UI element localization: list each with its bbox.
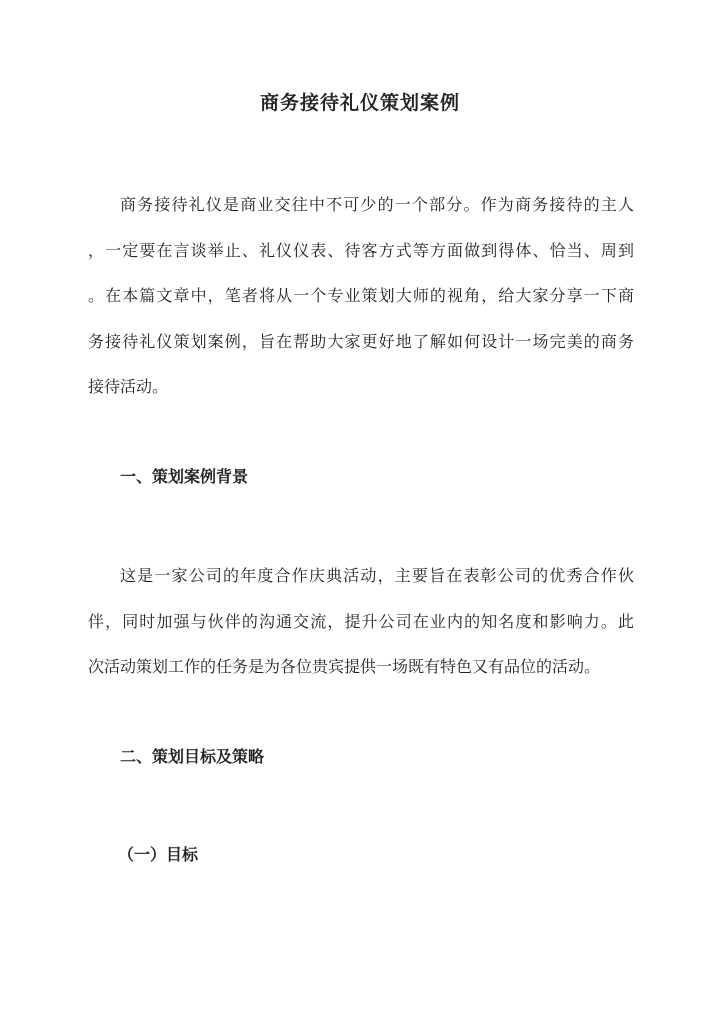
intro-line: 接待活动。	[88, 377, 169, 396]
section-heading-goals: 二、策划目标及策略	[120, 747, 265, 766]
intro-line: 务接待礼仪策划案例，旨在帮助大家更好地了解如何设计一场完美的商务	[88, 331, 634, 351]
section-heading-background: 一、策划案例背景	[120, 467, 249, 486]
intro-line: 。在本篇文章中，笔者将从一个专业策划大师的视角，给大家分享一下商	[88, 286, 634, 305]
background-line: 这是一家公司的年度合作庆典活动，主要旨在表彰公司的优秀合作伙	[120, 566, 634, 585]
intro-line: 商务接待礼仪是商业交往中不可少的一个部分。作为商务接待的主人	[120, 195, 634, 214]
background-paragraph	[88, 553, 634, 690]
intro-paragraph	[88, 182, 634, 410]
document-title: 商务接待礼仪策划案例	[259, 92, 460, 114]
background-line: 次活动策划工作的任务是为各位贵宾提供一场既有特色又有品位的活动。	[88, 657, 601, 676]
background-line: 伴，同时加强与伙伴的沟通交流，提升公司在业内的知名度和影响力。此	[88, 611, 634, 631]
subsection-heading-goal: （一）目标	[118, 845, 199, 864]
intro-line: ，一定要在言谈举止、礼仪仪表、待客方式等方面做到得体、恰当、周到	[88, 240, 634, 260]
